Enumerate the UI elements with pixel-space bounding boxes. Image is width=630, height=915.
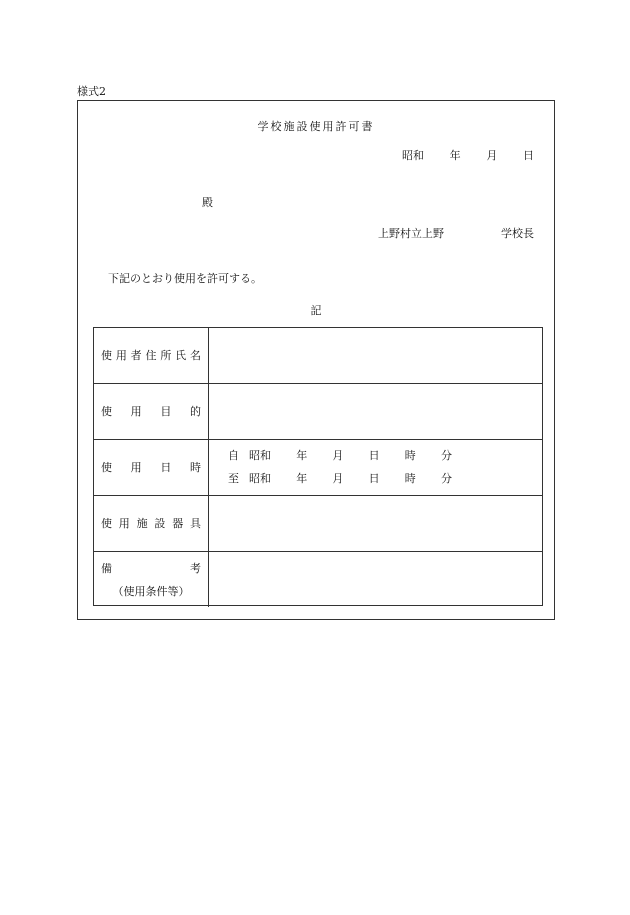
from-marker: 自 [228, 449, 239, 462]
facility-equipment-field[interactable] [209, 496, 542, 551]
purpose-label [101, 405, 201, 419]
label-char: 目 [160, 404, 172, 418]
label-char: 考 [190, 562, 201, 575]
label-char: 名 [189, 348, 201, 362]
minute-label: 分 [440, 472, 452, 485]
label-char: 備 [101, 562, 112, 575]
label-cell [94, 440, 209, 495]
label-char: 使 [101, 516, 112, 530]
label-char: 住 [145, 348, 157, 362]
addressee-honorific: 殿 [202, 196, 213, 209]
to-marker: 至 [228, 472, 239, 485]
label-char: 時 [189, 460, 201, 474]
label-char: 器 [172, 516, 184, 530]
table-row-equipment [94, 496, 542, 552]
label-char: 設 [154, 516, 166, 530]
label-char: 使 [101, 404, 112, 418]
minute-label: 分 [440, 449, 452, 462]
hour-label: 時 [404, 472, 416, 485]
era-label: 昭和 [402, 149, 424, 162]
year-label: 年 [449, 149, 461, 162]
label-cell [94, 384, 209, 439]
label-char: 用 [130, 460, 142, 474]
table-row-user [94, 328, 542, 384]
purpose-field[interactable] [209, 384, 542, 439]
label-char: 的 [189, 404, 201, 418]
month-label: 月 [486, 149, 498, 162]
permit-statement: 下記のとおり使用を許可する。 [108, 272, 262, 285]
label-char: 者 [130, 348, 142, 362]
day-label: 日 [368, 472, 380, 485]
remarks-sublabel: （使用条件等） [112, 585, 190, 598]
table-row-datetime [94, 440, 542, 496]
label-char: 氏 [175, 348, 187, 362]
principal-title: 学校長 [501, 227, 534, 240]
label-cell [94, 496, 209, 551]
label-char: 日 [160, 460, 172, 474]
ki-heading: 記 [310, 304, 322, 317]
school-name: 上野村立上野 [378, 227, 444, 240]
datetime-field[interactable] [209, 440, 542, 495]
label-char: 所 [160, 348, 172, 362]
hour-label: 時 [404, 449, 416, 462]
issuer [378, 227, 534, 241]
datetime-label [101, 461, 201, 475]
label-char: 用 [130, 404, 142, 418]
document-title: 学校施設使用許可書 [257, 120, 375, 133]
month-label: 月 [332, 449, 344, 462]
label-cell [94, 552, 209, 607]
form-number-label: 様式2 [77, 85, 106, 98]
facility-equipment-label [101, 517, 201, 531]
permit-table [93, 327, 543, 606]
era-label: 昭和 [249, 449, 271, 462]
user-address-name-field[interactable] [209, 328, 542, 383]
year-label: 年 [296, 449, 308, 462]
day-label: 日 [368, 449, 380, 462]
label-char: 具 [189, 516, 201, 530]
day-label: 日 [522, 149, 534, 162]
to-datetime-line [228, 472, 452, 486]
table-row-remarks [94, 552, 542, 607]
remarks-field[interactable] [209, 552, 542, 607]
label-char: 使 [101, 460, 112, 474]
year-label: 年 [296, 472, 308, 485]
label-char: 用 [118, 516, 130, 530]
label-char: 使 [101, 348, 112, 362]
label-char: 施 [136, 516, 148, 530]
issue-date [402, 149, 534, 163]
remarks-label [101, 562, 201, 576]
month-label: 月 [332, 472, 344, 485]
era-label: 昭和 [249, 472, 271, 485]
from-datetime-line [228, 449, 452, 463]
table-row-purpose [94, 384, 542, 440]
permit-form [77, 100, 555, 620]
label-char: 用 [115, 348, 127, 362]
user-address-name-label [101, 349, 201, 363]
label-cell [94, 328, 209, 383]
